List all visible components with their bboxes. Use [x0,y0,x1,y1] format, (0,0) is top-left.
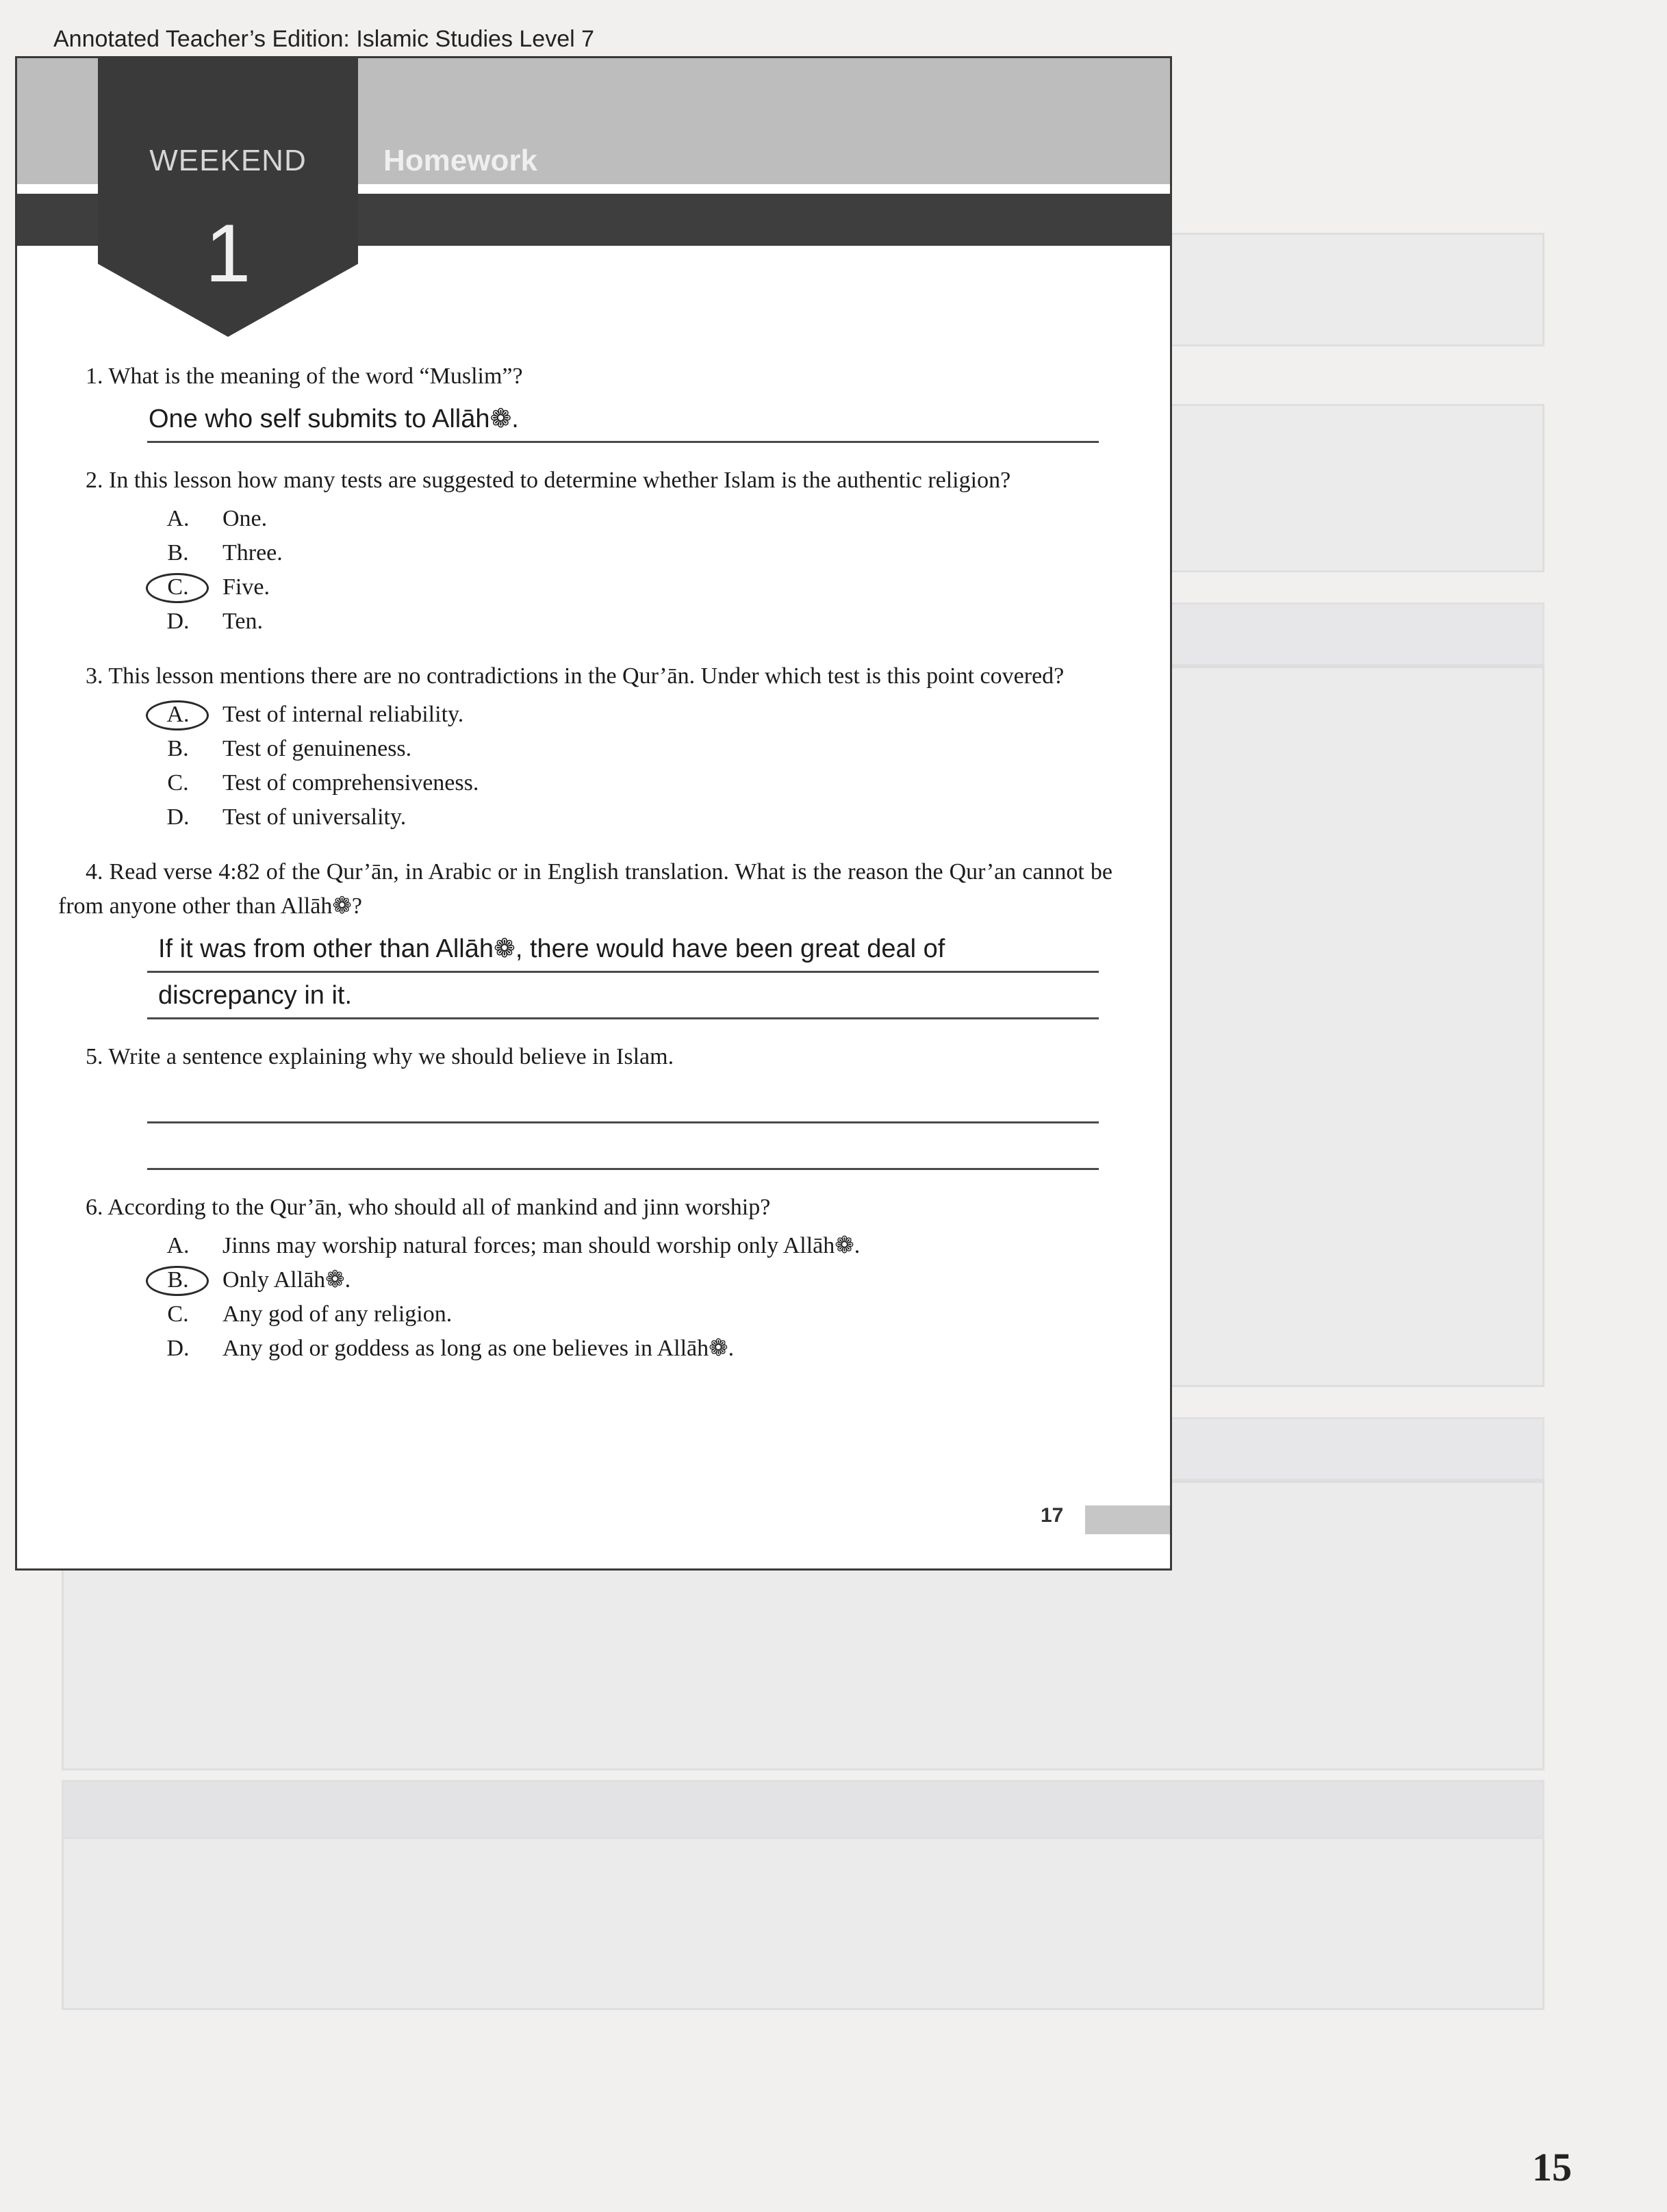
question-text: 6. According to the Qur’ān, who should all of mankind and jinn worship? [86,1195,771,1220]
answer-line[interactable] [147,1077,1099,1123]
option-b[interactable]: B. Test of genuineness. [167,736,412,761]
circled-answer: C. [154,570,202,605]
question-5 [58,1040,1112,1170]
questions [58,359,1112,1366]
option-c[interactable]: C. Five. [154,570,1112,605]
question-text: 3. This lesson mentions there are no contradictions in the Qur’ān. Under which test is this point covered? [86,663,1065,689]
option-d[interactable]: D. Any god or goddess as long as one believes in Allāh❁. [166,1336,735,1361]
option-a[interactable]: A. One. [166,506,268,531]
option-d[interactable]: D. Ten. [166,609,263,634]
answer-line[interactable]: One who self submits to Allāh❁. [147,396,1099,443]
question-text: 1. What is the meaning of the word “Muslim”? [86,364,523,389]
question-text: 2. In this lesson how many tests are suggested to determine whether Islam is the authentic religion? [86,468,1011,493]
circled-answer: B. [154,1263,202,1297]
answer-line[interactable]: discrepancy in it. [147,973,1099,1019]
question-4 [58,855,1112,1019]
weekend-number: 1 [205,207,251,299]
page-number: 15 [1532,2145,1572,2189]
footer-bar [1085,1505,1172,1534]
question-3 [58,659,1112,835]
answer-line[interactable] [147,1123,1099,1170]
option-b[interactable]: B. Three. [167,540,283,565]
question-2 [58,463,1112,639]
option-d[interactable]: D. Test of universality. [166,804,407,830]
worksheet-page-number: 17 [1041,1504,1064,1527]
option-c[interactable]: C. Any god of any religion. [167,1301,453,1327]
question-text: 4. Read verse 4:82 of the Qur’ān, in Arabic or in English translation. What is the reason the Qur’an cannot be from anyone other than Allāh❁? [58,859,1112,919]
option-c[interactable]: C. Test of comprehensiveness. [167,770,479,796]
answer-line[interactable]: If it was from other than Allāh❁, there would have been great deal of [147,926,1099,973]
homework-worksheet [15,56,1172,1571]
option-a[interactable]: A. Test of internal reliability. [154,698,1112,732]
option-a[interactable]: A. Jinns may worship natural forces; man should worship only Allāh❁. [166,1233,861,1258]
circled-answer: A. [154,698,202,732]
question-6 [58,1191,1112,1366]
question-text: 5. Write a sentence explaining why we should believe in Islam. [86,1044,674,1069]
running-header: Annotated Teacher’s Edition: Islamic Studies Level 7 [53,26,595,52]
worksheet-title: Homework [383,144,537,177]
weekend-label: WEEKEND [149,144,307,177]
question-1 [58,359,1112,443]
option-b[interactable]: B. Only Allāh❁. [154,1263,1112,1297]
